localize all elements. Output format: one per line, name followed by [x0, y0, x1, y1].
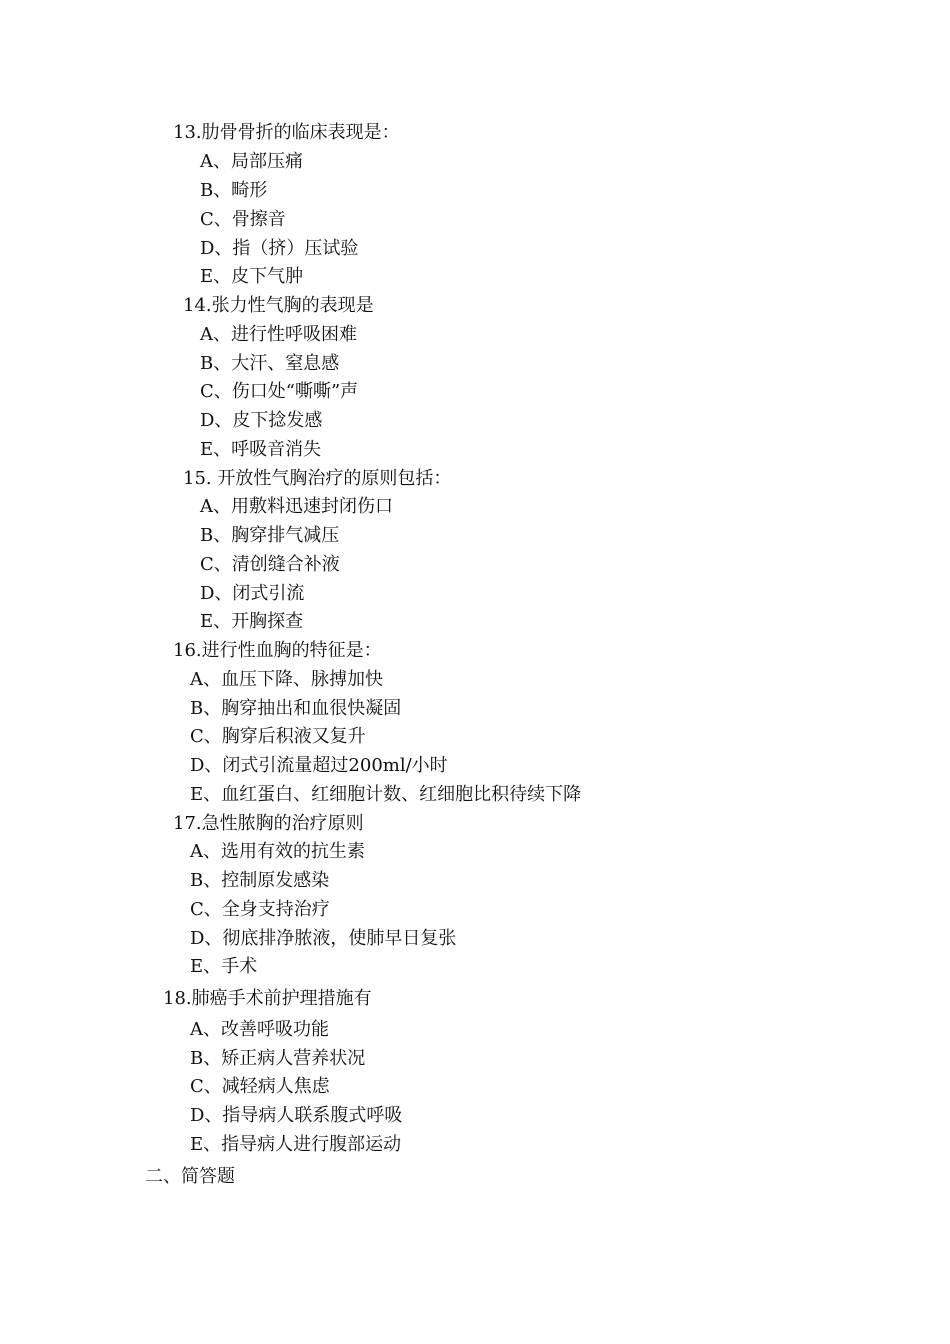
question-17-stem: 17.急性脓胸的治疗原则 — [173, 813, 364, 834]
question-14-option-b: B、大汗、窒息感 — [200, 353, 340, 374]
question-13-stem: 13.肋骨骨折的临床表现是： — [173, 122, 400, 143]
question-16-option-c: C、胸穿后积液又复升 — [190, 726, 366, 747]
question-18-option-c: C、减轻病人焦虑 — [190, 1076, 330, 1097]
question-18-option-a: A、改善呼吸功能 — [190, 1019, 329, 1040]
question-18-option-b: B、矫正病人营养状况 — [190, 1048, 366, 1069]
question-15-option-a: A、用敷料迅速封闭伤口 — [200, 496, 393, 517]
question-17-option-b: B、控制原发感染 — [190, 870, 330, 891]
question-13-option-d: D、指（挤）压试验 — [200, 238, 359, 259]
question-14-option-d: D、皮下捻发感 — [200, 410, 323, 431]
question-16-stem: 16.进行性血胸的特征是： — [173, 640, 382, 661]
question-16-option-b: B、胸穿抽出和血很快凝固 — [190, 698, 402, 719]
question-16-option-d: D、闭式引流量超过200ml/小时 — [190, 755, 448, 776]
question-15-stem: 15. 开放性气胸治疗的原则包括： — [183, 468, 452, 489]
question-14-stem: 14.张力性气胸的表现是 — [183, 295, 374, 316]
question-17-option-a: A、选用有效的抗生素 — [190, 841, 365, 862]
question-14-option-a: A、进行性呼吸困难 — [200, 324, 357, 345]
question-13-option-e: E、皮下气肿 — [200, 266, 304, 287]
question-15-option-d: D、闭式引流 — [200, 583, 305, 604]
question-15-option-e: E、开胸探查 — [200, 611, 304, 632]
question-13-option-a: A、局部压痛 — [200, 151, 303, 172]
question-14-option-e: E、呼吸音消失 — [200, 439, 322, 460]
question-18-option-e: E、指导病人进行腹部运动 — [190, 1134, 402, 1155]
question-18-stem: 18.肺癌手术前护理措施有 — [163, 988, 372, 1009]
section-heading: 二、简答题 — [145, 1166, 235, 1187]
question-16-option-e: E、血红蛋白、红细胞计数、红细胞比积待续下降 — [190, 784, 582, 805]
question-14-option-c: C、伤口处“嘶嘶”声 — [200, 381, 359, 402]
question-18-option-d: D、指导病人联系腹式呼吸 — [190, 1105, 403, 1126]
question-15-option-c: C、清创缝合补液 — [200, 554, 340, 575]
question-17-option-d: D、彻底排净脓液，使肺早日复张 — [190, 928, 457, 949]
question-16-option-a: A、血压下降、脉搏加快 — [190, 669, 383, 690]
question-13-option-b: B、畸形 — [200, 180, 268, 201]
question-13-option-c: C、骨擦音 — [200, 209, 286, 230]
question-15-option-b: B、胸穿排气减压 — [200, 525, 340, 546]
question-17-option-e: E、手术 — [190, 956, 258, 977]
question-17-option-c: C、全身支持治疗 — [190, 899, 330, 920]
